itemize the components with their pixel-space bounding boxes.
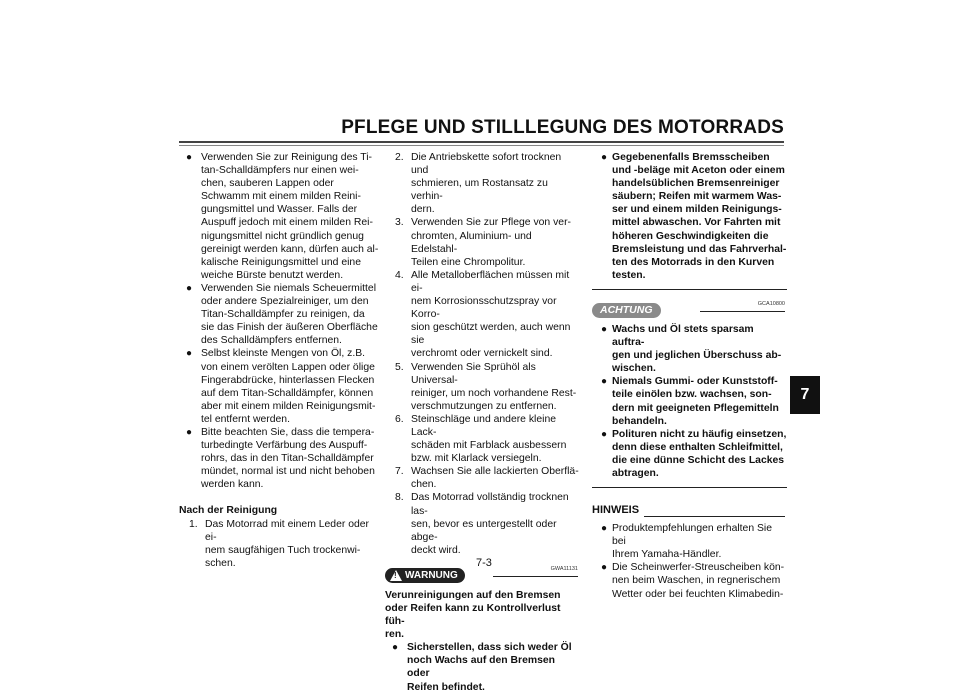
step-item — [385, 491, 580, 556]
caution-code: GCA10800 — [757, 300, 785, 307]
caution-bullet — [592, 323, 787, 375]
caution-badge: ACHTUNG — [592, 303, 661, 318]
warning-bullet — [385, 641, 580, 693]
step-number: 3. — [395, 217, 404, 229]
warning-code: GWA11131 — [550, 565, 578, 572]
step-item — [179, 518, 379, 570]
warning-header — [385, 563, 580, 583]
step-item — [385, 151, 580, 216]
bullet-text: Gegebenenfalls Bremsscheiben und -beläge mit Aceton oder einem handelsüblichen Bremsenreiniger säubern; Reifen mit warmem Was- ser und einem milden Reinigungs- mittel abwaschen. Vor Fahrten mit höheren Geschwindigkeiten die Bremsleistung und das Fahrverhal- ten des Motorrads in den Kurven testen. — [612, 152, 787, 281]
bullet-text: Die Scheinwerfer-Streuscheiben kön- nen beim Waschen, in regnerischem Wetter oder bei feuchten Klimabedin- — [612, 562, 785, 600]
bullet-icon: ● — [601, 376, 608, 388]
step-text: Verwenden Sie zur Pflege von ver- chromten, Aluminium- und Edelstahl- Teilen eine Chrompolitur. — [411, 217, 571, 268]
step-text: Die Antriebskette sofort trocknen und schmieren, um Rostansatz zu verhin- dern. — [411, 152, 562, 216]
page-title: PFLEGE UND STILLLEGUNG DES MOTORRADS — [341, 117, 784, 138]
step-number: 8. — [395, 492, 404, 504]
step-text: Wachsen Sie alle lackierten Oberflä- chen. — [411, 466, 579, 491]
bullet-icon: ● — [601, 562, 608, 574]
warning-rule — [493, 576, 578, 577]
step-text: Das Motorrad mit einem Leder oder ei- nem saugfähigen Tuch trockenwi- schen. — [205, 518, 370, 569]
bullet-text: Verwenden Sie niemals Scheuermittel oder andere Spezialreiniger, um den Titan-Schalldämpfer zu reinigen, da sie das Finish der äußeren Oberfläche des Schalldämpfers entfernen. — [201, 282, 378, 347]
step-item — [385, 465, 580, 491]
warning-badge — [385, 568, 465, 583]
bullet-icon: ● — [186, 282, 193, 294]
bullet-icon: ● — [601, 523, 608, 535]
column-right — [592, 151, 787, 601]
step-item — [385, 413, 580, 465]
step-item — [385, 269, 580, 361]
list-item — [179, 347, 379, 426]
step-item — [385, 216, 580, 268]
chapter-tab: 7 — [790, 376, 820, 414]
caution-header — [592, 298, 787, 318]
warning-bullet — [592, 151, 787, 282]
page-number: 7-3 — [476, 557, 492, 569]
list-item — [179, 151, 379, 282]
step-text: Verwenden Sie Sprühöl als Universal- reiniger, um noch vorhandene Rest- verschmutzungen zu entfernen. — [411, 361, 577, 412]
step-item — [385, 361, 580, 413]
step-number: 7. — [395, 466, 404, 478]
step-number: 1. — [189, 518, 198, 530]
bullet-icon: ● — [601, 428, 608, 440]
bullet-text: Produktempfehlungen erhalten Sie bei Ihrem Yamaha-Händler. — [612, 523, 773, 561]
step-number: 5. — [395, 361, 404, 373]
bullet-icon: ● — [601, 152, 608, 163]
list-item — [179, 282, 379, 347]
bullet-text: Polituren nicht zu häufig einsetzen, denn diese enthalten Schleifmittel, die eine dünne Schicht des Lackes abtragen. — [612, 428, 787, 479]
step-text: Steinschläge und andere kleine Lack- schäden mit Farblack ausbessern bzw. mit Klarlack versiegeln. — [411, 413, 567, 465]
note-bullet — [592, 561, 787, 600]
column-left — [179, 151, 379, 570]
bullet-text: Sicherstellen, dass sich weder Öl noch Wachs auf den Bremsen oder Reifen befindet. — [407, 642, 572, 693]
step-number: 6. — [395, 413, 404, 425]
step-number: 4. — [395, 269, 404, 281]
step-number: 2. — [395, 152, 404, 163]
caution-rule — [700, 311, 785, 312]
step-text: Alle Metalloberflächen müssen mit ei- nem Korrosionsschutzspray vor Korro- sion geschützt werden, auch wenn sie verchromt oder vernickelt sind. — [411, 269, 571, 360]
warning-text: Verunreinigungen auf den Bremsen oder Reifen kann zu Kontrollverlust füh- ren. — [385, 589, 561, 641]
list-item — [179, 426, 379, 491]
note-header — [592, 504, 787, 519]
bullet-text: Selbst kleinste Mengen von Öl, z.B. von einem verölten Lappen oder ölige Fingerabdrücke, hinterlassen Flecken auf dem Titan-Schalldämpfer, können aber mit einem milden Reinigungsmit- tel entfernt werden. — [201, 348, 376, 425]
section-heading: Nach der Reinigung — [179, 505, 278, 517]
bullet-text: Verwenden Sie zur Reinigung des Ti- tan-Schalldämpfers nur einen wei- chen, sauberen Lappen oder Schwamm mit einem milden Reini- gungsmittel und Wasser. Falls der Auspuff jedoch mit einem milden Rei- nigungsmittel nicht gründlich genug gereinigt werden kann, dürfen auch al- kalische Reinigungsmittel und eine weiche Bürste benutzt werden. — [201, 152, 379, 281]
note-rule — [644, 516, 785, 517]
caution-end-rule — [592, 487, 787, 488]
bullet-icon: ● — [186, 152, 193, 163]
bullet-text: Wachs und Öl stets sparsam auftra- gen und jeglichen Überschuss ab- wischen. — [612, 323, 782, 375]
step-text: Das Motorrad vollständig trocknen las- sen, bevor es untergestellt oder abge- deckt wird. — [411, 492, 569, 556]
bullet-icon: ● — [186, 426, 193, 438]
bullet-icon: ● — [186, 348, 193, 360]
warning-end-rule — [592, 289, 787, 290]
column-middle — [385, 151, 580, 694]
bullet-icon: ● — [601, 323, 608, 335]
header-rule-thin — [179, 145, 784, 146]
bullet-icon: ● — [392, 642, 399, 654]
bullet-text: Bitte beachten Sie, dass die tempera- turbedingte Verfärbung des Auspuff- rohrs, das in den Titan-Schalldämpfer mündet, normal ist und nicht behoben werden kann. — [201, 426, 375, 491]
warning-label: WARNUNG — [405, 569, 458, 581]
caution-bullet — [592, 375, 787, 427]
header-rule — [179, 141, 784, 143]
bullet-text: Niemals Gummi- oder Kunststoff- teile einölen bzw. wachsen, son- dern mit geeigneten Pflegemitteln behandeln. — [612, 376, 779, 427]
warning-triangle-icon: ! — [390, 570, 402, 581]
note-label: HINWEIS — [592, 504, 640, 517]
caution-bullet — [592, 428, 787, 480]
note-bullet — [592, 522, 787, 561]
